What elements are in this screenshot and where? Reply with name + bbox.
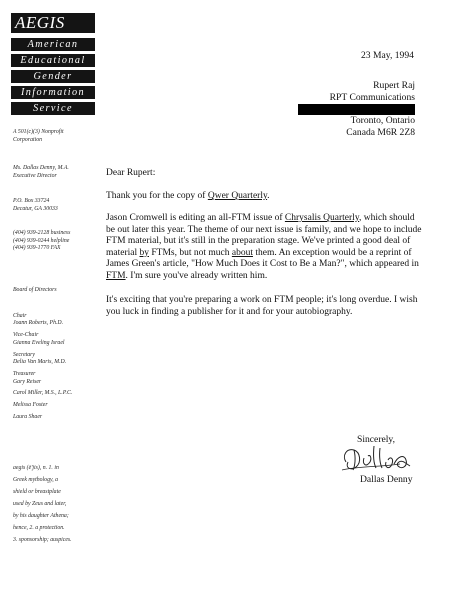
- executive-director: Ms. Dallas Denny, M.A. Executive Director: [13, 165, 69, 179]
- publication-title: FTM: [106, 270, 126, 281]
- board-chair: Chair Joann Roberts, Ph.D.: [13, 312, 64, 327]
- mailing-address: P.O. Box 33724 Decatur, GA 30033: [13, 198, 58, 212]
- recipient-postal: Canada M6R 2Z8: [346, 127, 415, 138]
- board-members: Carol Miller, M.S., L.P.C. Melissa Foster Laura Shaer: [13, 390, 73, 420]
- aegis-definition: aegis (ē'jis), n. 1. in Greek mythology, a shield or breastplate used by Zeus and later, by his daughter Athena; hence, 2. a protection. 3. sponsorship; auspices.: [13, 465, 72, 543]
- recipient-address: [298, 80, 415, 139]
- signature-name: Dallas Denny: [360, 474, 413, 485]
- logo-word-american: American: [11, 38, 95, 51]
- logo-word-information: Information: [11, 86, 95, 99]
- board-vice-chair: Vice-Chair Gianna Eveling Israel: [13, 332, 65, 346]
- recipient-name: Rupert Raj: [373, 80, 415, 91]
- emphasis-about: about: [231, 247, 253, 258]
- salutation: Dear Rupert:: [106, 168, 156, 178]
- handwritten-signature: [340, 440, 415, 474]
- aegis-logo: [11, 13, 95, 118]
- recipient-company: RPT Communications: [329, 92, 415, 103]
- paragraph-1: Thank you for the copy of Qwer Quarterly.: [106, 191, 270, 201]
- board-of-directors: [13, 287, 88, 421]
- logo-word-educational: Educational: [11, 54, 95, 67]
- publication-title: Chrysalis Quarterly: [284, 213, 359, 223]
- logo-word-gender: Gender: [11, 70, 95, 83]
- board-treasurer: Treasurer Gary Reiser: [13, 370, 42, 385]
- redacted-street-address: [298, 104, 415, 115]
- letter-date: 23 May, 1994: [361, 50, 414, 61]
- recipient-city: Toronto, Ontario: [350, 115, 415, 126]
- board-secretary: Secretary Delia Van Maris, M.D.: [13, 351, 67, 366]
- logo-word-service: Service: [11, 102, 95, 115]
- org-status: A 501(c)(3) Nonprofit Corporation: [13, 129, 64, 143]
- closing: Sincerely,: [357, 434, 396, 445]
- emphasis-by: by: [139, 247, 149, 258]
- paragraph-2: Jason Cromwell is editing an all-FTM issue of Chrysalis Quarterly, which should be out later this year. The theme of our next issue is family, and we hope to include FTM material, but it's still in the preparation stage. We've printed a good deal of material by FTMs, but not much about them. An exception would be a reprint of James Green's article, "How Much Does it Cost to Be a Man?", which appeared in FTM. I'm sure you've already written him.: [106, 213, 422, 281]
- phone-numbers: (404) 939-2128 business (404) 939-0244 helpline (404) 939-1770 FAX: [13, 230, 71, 252]
- board-heading: Board of Directors: [13, 287, 57, 293]
- publication-title: Qwer Quarterly: [207, 191, 268, 201]
- logo-word-aegis: AEGIS: [11, 13, 95, 33]
- paragraph-3: It's exciting that you're preparing a work on FTM people; it's long overdue. I wish you luck in finding a publisher for it and for your autobiography.: [106, 295, 418, 317]
